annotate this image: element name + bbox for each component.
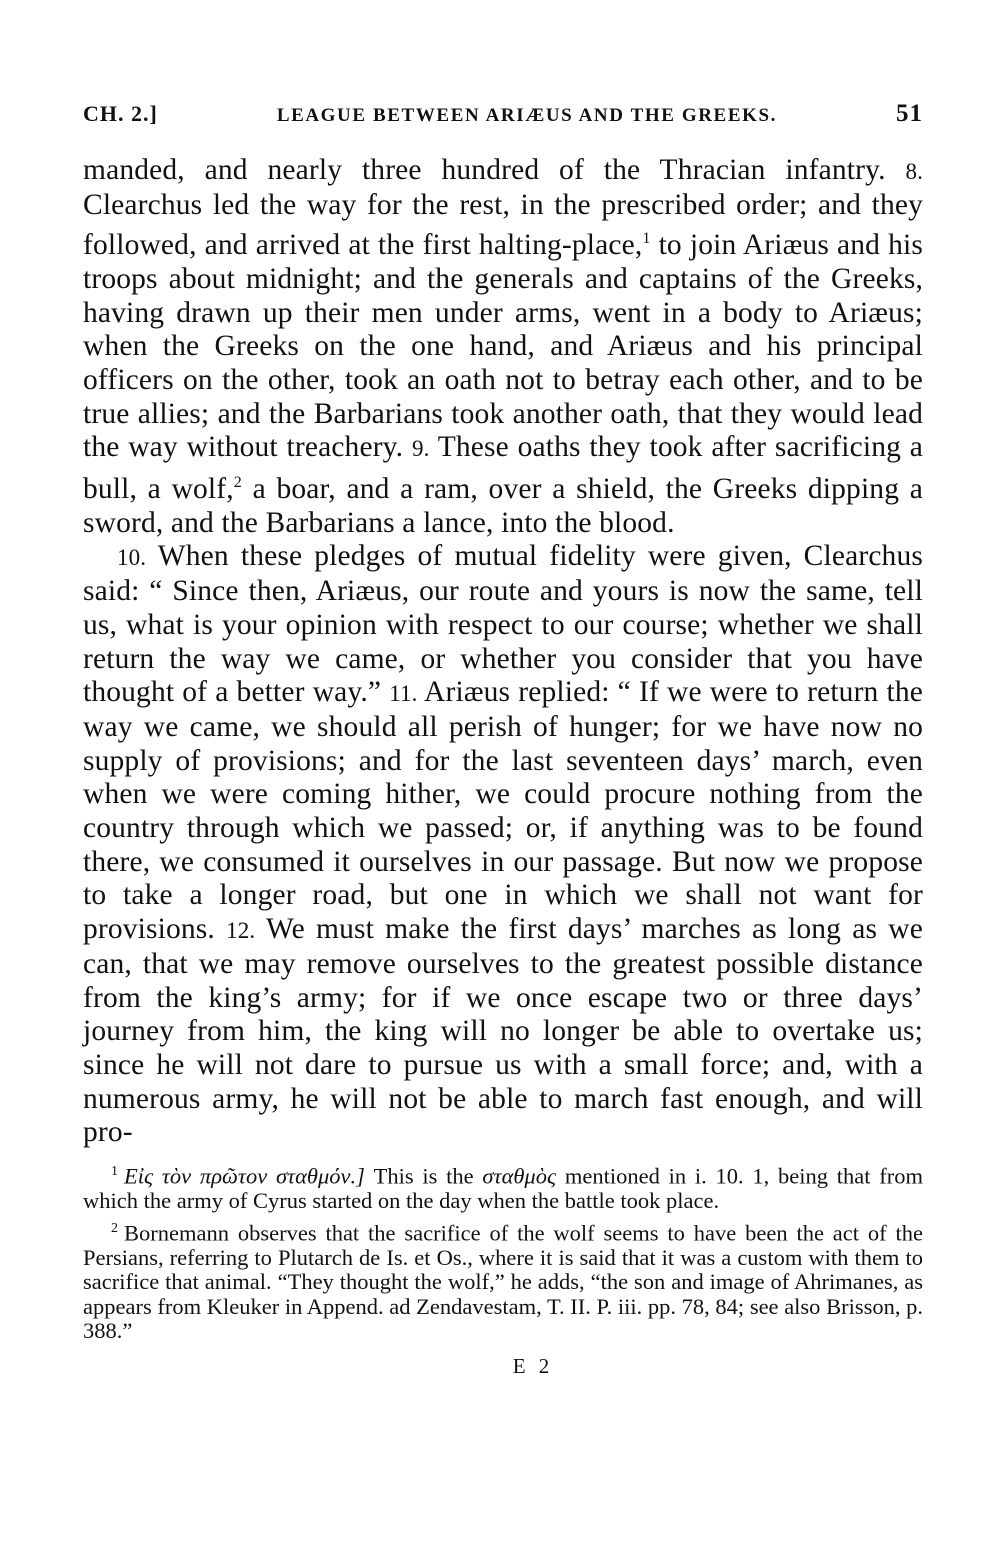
- footnotes: [83, 1160, 923, 1344]
- footnote-text: mentioned in i. 10. 1, being that from which the army of Cyrus started on the day when the battle took place.: [83, 1163, 924, 1214]
- footnote-greek: σταθμὸς: [482, 1163, 557, 1189]
- footnote-mark: 1: [111, 1164, 118, 1180]
- running-title: LEAGUE BETWEEN ARIÆUS AND THE GREEKS.: [276, 105, 778, 126]
- section-number: 11.: [389, 681, 418, 707]
- section-number: 8.: [905, 159, 923, 184]
- footnote-ref: 2: [233, 474, 242, 492]
- footnote-ref: 1: [642, 230, 651, 248]
- footnote-mark: 2: [111, 1220, 118, 1236]
- text-run: We must make the first days’ marches as long as we can, that we may remove ourselves to the greatest possible distance from the king’s army; for if we once escape two or three days’ journey from him, the king will no longer be able to overtake us; since he will not dare to pursue us with a small force; and, with a numerous army, he will not be able to march fast enough, and will pro-: [83, 913, 923, 1149]
- body-text: [83, 154, 923, 1150]
- paragraph: [83, 540, 923, 1150]
- footnote-text: Bornemann observes that the sacrifice of the wolf seems to have been the act of the Persians, referring to Plutarch de Is. et Os., where it is said that it was a custom with them to sacrifice that animal. “They thought the wolf,” he adds, “the son and image of Ahrimanes, as appears from Kleuker in Append. ad Zendavestam, T. II. P. iii. pp. 78, 84; see also Brisson, p. 388.”: [83, 1220, 923, 1344]
- text-run: Ariæus replied: “ If we were to return the way we came, we should all perish of hunger; for we have now no supply of provisions; and for the last seventeen days’ march, even when we were coming hither, we could procure nothing from the country through which we passed; or, if anything was to be found there, we consumed it ourselves in our passage. But now we propose to take a longer road, but one in which we shall not want for provisions.: [83, 676, 924, 946]
- page-number: 51: [896, 100, 923, 127]
- section-number: 12.: [226, 918, 256, 944]
- book-page: [83, 100, 923, 1379]
- text-run: These oaths they took after sacrificing a bull, a wolf,: [83, 431, 923, 505]
- footnote: [83, 1217, 923, 1344]
- section-number: 10.: [117, 545, 147, 571]
- footnote-text: This is the: [364, 1163, 483, 1189]
- signature-mark: E 2: [512, 1353, 554, 1378]
- section-number: 9.: [411, 436, 430, 462]
- text-run: Clearchus led the way for the rest, in the prescribed order; and they followed, and arrived at the first halting-place,: [83, 188, 923, 262]
- text-run: When these pledges of mutual fidelity were given, Clearchus said: “ Since then, Ariæus, our route and yours is now the same, tell us, what is your opinion with respect to our course; whether we shall return the way we came, or whether you consider that you have thought of a better way.”: [83, 540, 923, 709]
- footnote: [83, 1160, 923, 1214]
- running-header: [83, 100, 923, 132]
- text-run: to join Ariæus and his troops about midnight; and the generals and captains of the Greeks, having drawn up their men under arms, went in a body to Ariæus; when the Greeks on the one hand, and Ariæus and his principal officers on the other, took an oath not to betray each other, and to be true allies; and the Barbarians took another oath, that they would lead the way without treachery.: [83, 229, 923, 464]
- text-run: a boar, and a ram, over a shield, the Greeks dipping a sword, and the Barbarians a lance, into the blood.: [83, 472, 923, 539]
- text-run: manded, and nearly three hundred of the Thracian infantry.: [83, 154, 906, 186]
- chapter-label: CH. 2.]: [83, 101, 158, 126]
- footnote-greek: Εἰς τὸν πρῶτον σταθμόν.]: [124, 1163, 365, 1189]
- paragraph: [83, 154, 923, 540]
